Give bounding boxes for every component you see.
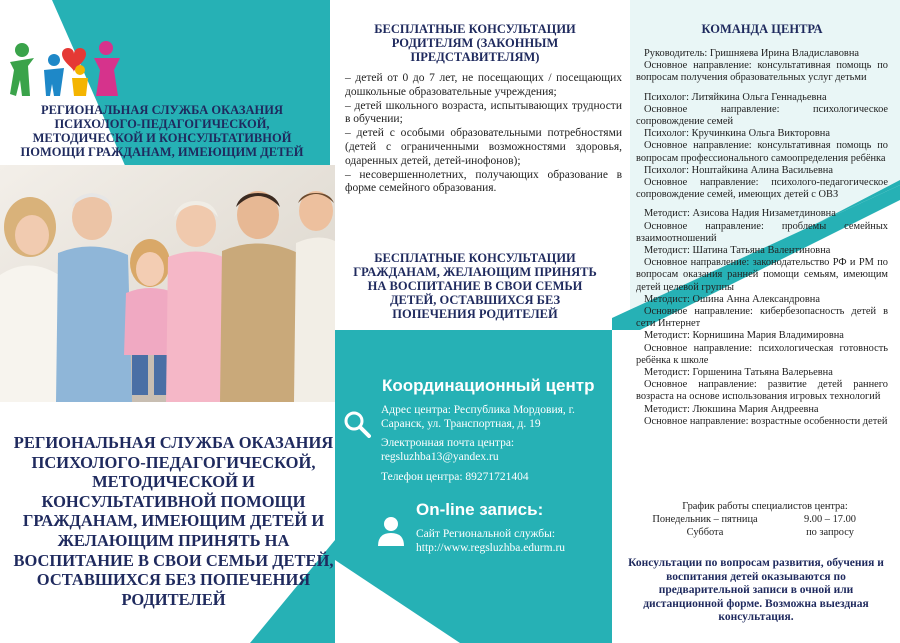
family-photo: [0, 165, 335, 402]
member-direction: Основное направление: психолого-педагогическое сопровождение семей, имеющих детей с ОВЗ: [636, 177, 888, 201]
member-role: Психолог: Кручинкина Ольга Викторовна: [644, 128, 830, 140]
list-item: – детей с особыми образовательными потребностями (детей с ограниченными возможностями здоровья, одаренных детей, детей-инофонов);: [345, 127, 622, 167]
member-role: Методист: Ошина Анна Александровна: [644, 293, 820, 305]
service-title: РЕГИОНАЛЬНАЯ СЛУЖБА ОКАЗАНИЯ ПСИХОЛОГО-ПЕДАГОГИЧЕСКОЙ, МЕТОДИЧЕСКОЙ И КОНСУЛЬТАТИВНОЙ ПОМОЩИ ГРАЖДАНАМ, ИМЕЮЩИМ ДЕТЕЙ: [20, 103, 304, 159]
member-role: Методист: Горшенина Татьяна Валерьевна: [644, 367, 833, 379]
member-direction: Основное направление: законодательство РФ и РМ по вопросам оказания ранней помощи семьям, имеющим детей целевой группы: [636, 257, 888, 293]
search-icon: [343, 410, 371, 438]
person-icon: [377, 516, 405, 546]
coordination-center-title: Координационный центр: [382, 376, 595, 395]
member-direction: Основное направление: проблемы семейных взаимоотношений: [636, 220, 888, 244]
member-role: Методист: Корнишина Мария Владимировна: [644, 330, 844, 342]
schedule-time: по запросу: [806, 527, 854, 538]
team-list: [636, 48, 888, 428]
list-item: – несовершеннолетних, получающих образование в форме семейного образования.: [345, 168, 622, 195]
consultations-list: [345, 72, 622, 196]
consultations-foster-heading: БЕСПЛАТНЫЕ КОНСУЛЬТАЦИИ ГРАЖДАНАМ, ЖЕЛАЮЩИМ ПРИНЯТЬ НА ВОСПИТАНИЕ В СВОИ СЕМЬИ ДЕТЕЙ, ОСТАВШИХСЯ БЕЗ ПОПЕЧЕНИЯ РОДИТЕЛЕЙ: [353, 251, 597, 321]
member-direction: Основное направление: кибербезопасность детей в сети Интернет: [636, 306, 888, 330]
service-full-title: РЕГИОНАЛЬНАЯ СЛУЖБА ОКАЗАНИЯ ПСИХОЛОГО-ПЕДАГОГИЧЕСКОЙ, МЕТОДИЧЕСКОЙ И КОНСУЛЬТАТИВНОЙ ПОМОЩИ ГРАЖДАНАМ, ИМЕЮЩИМ ДЕТЕЙ И ЖЕЛАЮЩИМ ПРИНЯТЬ НА ВОСПИТАНИЕ В СВОИ СЕМЬИ ДЕТЕЙ, ОСТАВШИХСЯ БЕЗ ПОПЕЧЕНИЯ РОДИТЕЛЕЙ: [13, 433, 334, 609]
center-phone[interactable]: Телефон центра: 89271721404: [381, 471, 529, 483]
schedule-day: Суббота: [686, 527, 724, 538]
member-direction: Основное направление: психологическая готовность ребёнка к школе: [636, 342, 888, 366]
member-direction: Основное направление: консультативная помощь по вопросам получения образовательных услуг детьми: [636, 60, 888, 84]
center-email[interactable]: Электронная почта центра: regsluzhba13@yandex.ru: [381, 437, 515, 463]
online-signup-title: On-line запись:: [416, 500, 544, 519]
member-direction: Основное направление: психологическое сопровождение семей: [636, 103, 888, 128]
schedule-title: График работы специалистов центра:: [682, 501, 848, 512]
closing-note: Консультации по вопросам развития, обучения и воспитания детей оказываются по предварительной записи в очной или дистанционной форме. Возможна выездная консультация.: [628, 557, 884, 624]
member-role: Методист: Шатина Татьяна Валентиновна: [644, 245, 831, 257]
list-item: – детей школьного возраста, испытывающих трудности в обучении;: [345, 99, 622, 126]
website-link[interactable]: Сайт Региональной службы: http://www.regsluzhba.edurm.ru: [416, 528, 566, 554]
member-direction: Основное направление: развитие детей раннего возраста на основе использования игровых технологий: [636, 379, 888, 403]
schedule-time: 9.00 – 17.00: [804, 514, 856, 525]
family-heart-logo: [6, 36, 124, 100]
member-direction: Основное направление: консультативная помощь по вопросам профессионального самоопределения ребёнка: [636, 140, 888, 164]
schedule-row: [640, 526, 890, 539]
member-role: Психолог: Ноштайкина Алина Васильевна: [644, 164, 833, 176]
member-role: Психолог: Литяйкина Ольга Геннадьевна: [644, 91, 827, 103]
member-role: Методист: Азисова Надия Низаметдиновна: [644, 208, 836, 220]
member-role: Руководитель: Гришняева Ирина Владиславовна: [644, 48, 859, 59]
work-schedule: [640, 500, 890, 539]
member-role: Методист: Люкшина Мария Андреевна: [644, 403, 819, 415]
schedule-day: Понедельник – пятница: [652, 514, 758, 525]
team-title: КОМАНДА ЦЕНТРА: [701, 22, 823, 36]
schedule-row: [640, 513, 890, 526]
member-direction: Основное направление: возрастные особенности детей: [644, 415, 888, 427]
list-item: – детей от 0 до 7 лет, не посещающих / посещающих дошкольные образовательные учреждения;: [345, 72, 622, 98]
center-address: Адрес центра: Республика Мордовия, г. Саранск, ул. Транспортная, д. 19: [381, 404, 575, 430]
consultations-parents-heading: БЕСПЛАТНЫЕ КОНСУЛЬТАЦИИ РОДИТЕЛЯМ (ЗАКОННЫМ ПРЕДСТАВИТЕЛЯМ): [374, 22, 576, 64]
